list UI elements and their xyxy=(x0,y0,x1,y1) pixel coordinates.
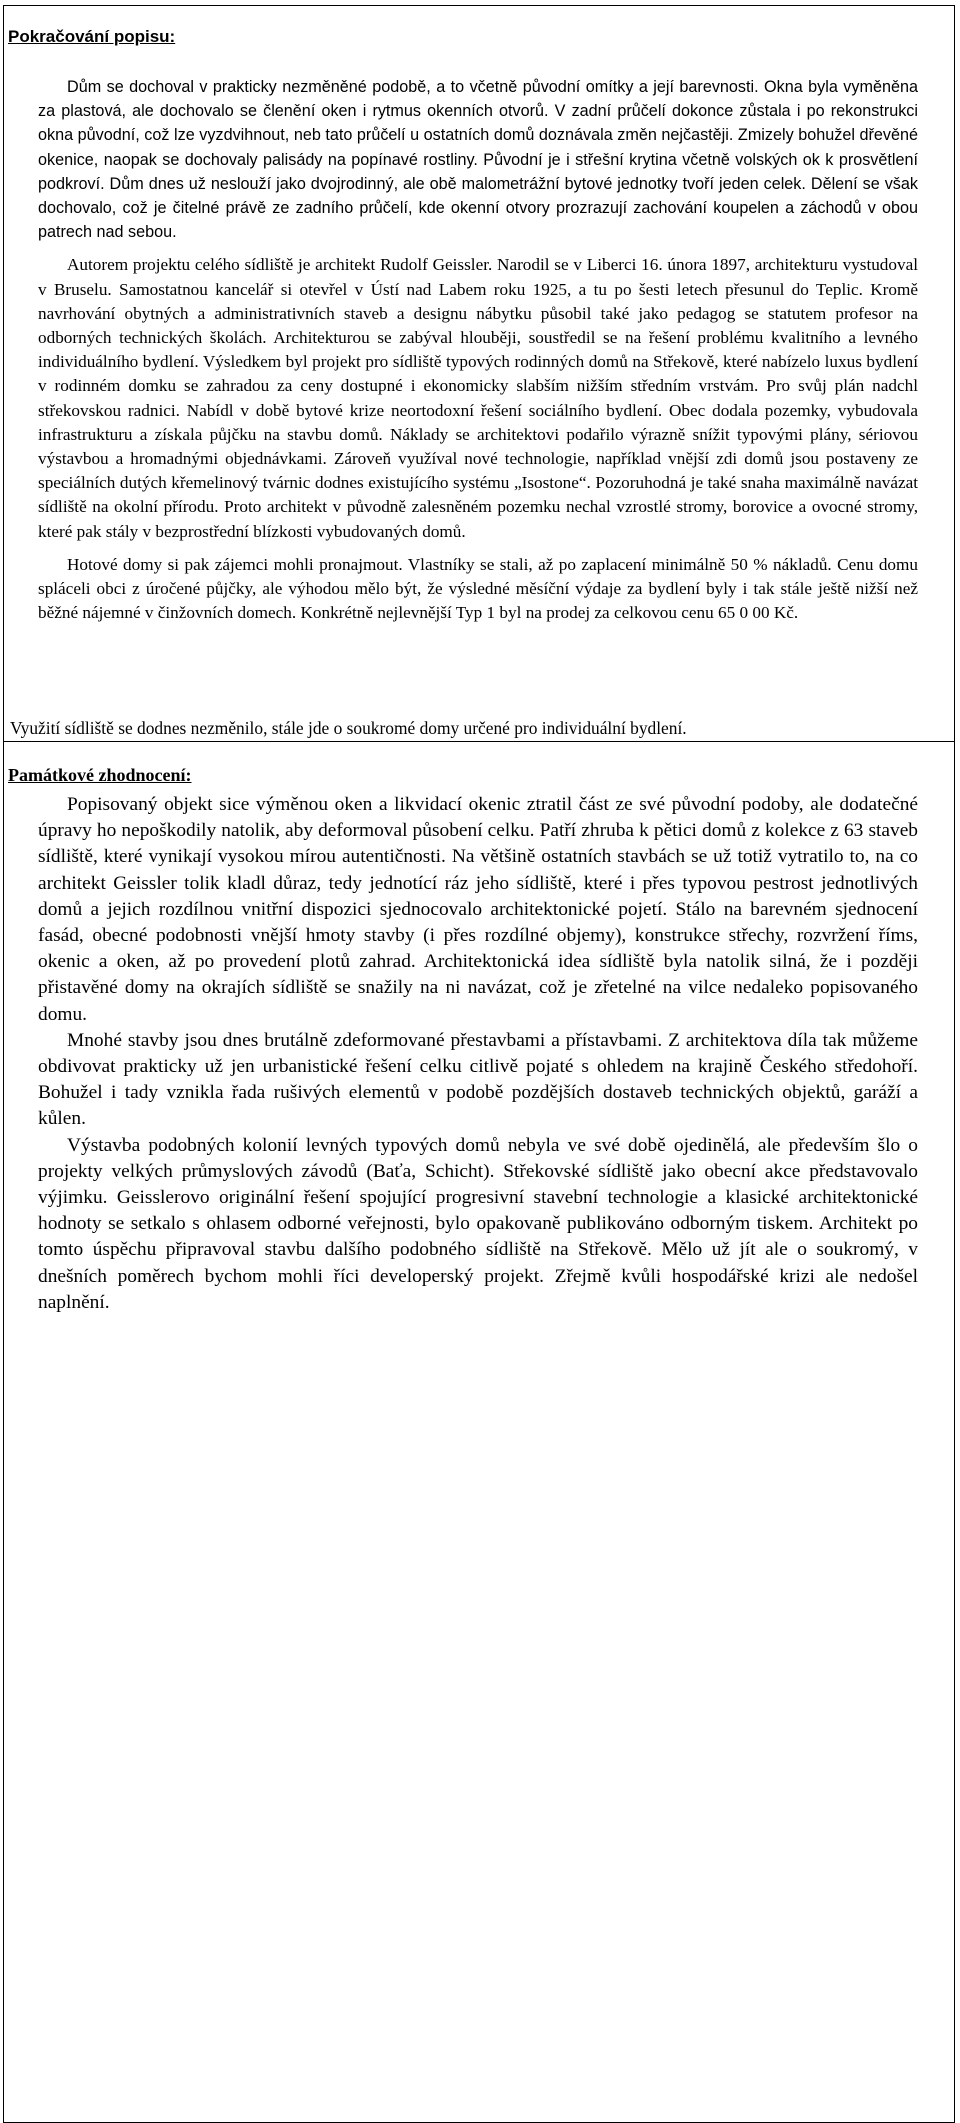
section-heading-evaluation: Památkové zhodnocení: xyxy=(8,765,192,785)
section-heading-description: Pokračování popisu: xyxy=(8,27,176,46)
evaluation-body xyxy=(38,792,918,1316)
paragraph-context: Výstavba podobných kolonií levných typových domů nebyla ve své době ojedinělá, ale především šlo o projekty velkých průmyslových závodů (Baťa, Schicht). Střekovské sídliště jako obecní akce představovalo výjimku. Geisslerovo originální řešení spojující progresivní stavební technologie a klasické architektonické hodnoty se setkalo s ohlasem odborné veřejnosti, bylo opakovaně publikováno odborným tiskem. Architekt po tomto úspěchu připravoval stavbu dalšího podobného sídliště na Střekově. Mělo už jít ale o soukromý, v dnešních poměrech bychom mohli říci developerský projekt. Zřejmě kvůli hospodářské krizi ale nedošel naplnění. xyxy=(38,1134,918,1313)
closing-sentence: Využití sídliště se dodnes nezměnilo, stále jde o soukromé domy určené pro individuální bydlení. xyxy=(10,718,687,738)
paragraph-authenticity: Popisovaný objekt sice výměnou oken a likvidací okenic ztratil část ze své původní podoby, ale dodatečné úpravy ho nepoškodily natolik, aby deformoval působení celku. Patří zhruba k pětici domů z kolekce z 63 staveb sídliště, které vynikají vysokou mírou autentičnosti. Na většině ostatních stavbách se už totiž vytratilo to, na co architekt Geissler tolik kladl důraz, tedy jednotící ráz jeho sídliště, které i přes typovou pestrost jednotlivých domů a jejich rozdílnou vnitřní dispozici sjednocovalo architektonické pojetí. Stálo na barevném sjednocení fasád, obecné podobnosti vnější hmoty stavby (i přes rozdílné objemy), konstrukce střechy, rozvržení říms, okenic a oken, až po provedení plotů zahrad. Architektonická idea sídliště byla natolik silná, že i později přistavěné domy na okrajích sídliště se snažily na ni navázat, což je zřetelné na vilce nedaleko popisovaného domu. xyxy=(38,794,918,1025)
paragraph-ownership: Hotové domy si pak zájemci mohli pronajmout. Vlastníky se stali, až po zaplacení minimálně 50 % nákladů. Cenu domu spláceli obci z úročené půjčky, ale výhodou mělo být, že výsledné měsíční výdaje za bydlení byly i tak stále ještě nižší než běžné nájemné v činžovních domech. Konkrétně nejlevnější Typ 1 byl na prodej za celkovou cenu 65 0 00 Kč. xyxy=(38,554,918,623)
description-body xyxy=(38,75,918,625)
paragraph-deformations: Mnohé stavby jsou dnes brutálně zdeformované přestavbami a přístavbami. Z architektova díla tak můžeme obdivovat prakticky už jen urbanistické řešení celku citlivě pojaté s ohledem na krajině Českého středohoří. Bohužel i tady vznikla řada rušivých elementů v podobě pozdějších dostaveb technických objektů, garáží a kůlen. xyxy=(38,1029,918,1130)
paragraph-house-state: Dům se dochoval v prakticky nezměněné podobě, a to včetně původní omítky a její barevnosti. Okna byla vyměněna za plastová, ale dochovalo se členění oken i rytmus okenních otvorů. V zadní průčelí dokonce zůstala i po rekonstrukci okna původní, což lze vyzdvihnout, neb tato průčelí u ostatních domů doznávala změn nejčastěji. Zmizely bohužel dřevěné okenice, naopak se dochovaly palisády na popínavé rostliny. Původní je i střešní krytina včetně volských ok k prosvětlení podkroví. Dům dnes už neslouží jako dvojrodinný, ale obě malometrážní bytové jednotky tvoří jeden celek. Dělení se však dochovalo, což je čitelné právě ze zadního průčelí, kde okenní otvory prozrazují zachování koupelen a záchodů v obou patrech nad sebou. xyxy=(38,78,918,242)
paragraph-architect: Autorem projektu celého sídliště je architekt Rudolf Geissler. Narodil se v Liberci 16. února 1897, architekturu vystudoval v Bruselu. Samostatnou kancelář si otevřel v Ústí nad Labem roku 1925, a tu po šesti letech přesunul do Teplic. Kromě navrhování obytných a administrativních staveb a designu nábytku působil také jako pedagog se statutem profesor na odborných technických školách. Architekturou se zabýval hlouběji, soustředil se na řešení problému kvalitního a levného individuálního bydlení. Výsledkem byl projekt pro sídliště typových rodinných domů na Střekově, které nabízelo luxus bydlení v rodinném domku se zahradou za ceny dostupné i ekonomicky slabším nižším středním vrstvám. Pro svůj plán nadchl střekovskou radnici. Nabídl v době bytové krize neortodoxní řešení sociálního bydlení. Obec dodala pozemky, vybudovala infrastrukturu a získala půjčku na stavbu domů. Náklady se architektovi podařilo výrazně snížit typovými plány, sériovou výstavbou a hromadnými objednávkami. Zároveň využíval nové technologie, například vnější zdi domů jsou postaveny ze speciálních dutých křemelinový tvárnic dodnes existujícího systému „Isostone“. Pozoruhodná je také snaha maximálně navázat sídliště na okolní přírodu. Proto architekt v původně zalesněném pozemku nechal vzrostlé stromy, borovice a ovocné stromy, které pak stály v bezprostřední blízkosti vybudovaných domů. xyxy=(38,255,918,541)
